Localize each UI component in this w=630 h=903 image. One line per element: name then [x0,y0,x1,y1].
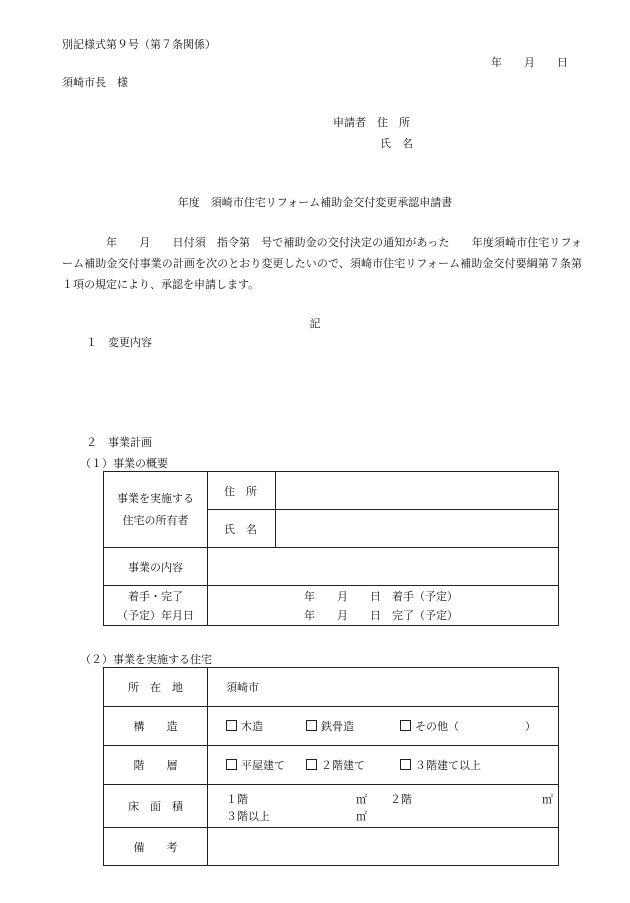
house-table [103,667,559,866]
structure-option-steel[interactable] [306,718,400,734]
checkbox-icon[interactable] [400,759,411,770]
date-line: 年 月 日 [491,56,568,69]
owner-address-field[interactable] [276,472,559,510]
ki-heading: 記 [309,317,321,330]
location-value: 須崎市 [226,681,259,694]
owner-name-field[interactable] [276,510,559,548]
document-title: 年度 須崎市住宅リフォーム補助金交付変更承認申請書 [177,196,453,209]
section-1-heading: １ 変更内容 [86,336,152,349]
owner-label-line-2: 住宅の所有者 [122,513,189,527]
structure-option-other[interactable] [400,720,536,733]
floor-2-unit: ㎡ [542,793,553,806]
checkbox-icon[interactable] [400,720,411,731]
dates-label-cell [104,586,208,626]
structure-label: 構 造 [104,707,208,746]
applicant-name-label: 氏 名 [380,137,413,150]
remarks-field[interactable] [208,828,559,866]
floor-area-grid [208,785,558,827]
subsection-2-heading: （２）事業を実施する住宅 [80,653,212,666]
structure-options [208,707,559,746]
floor-area-field[interactable] [208,785,559,828]
structure-option-wood-label: 木造 [241,720,263,733]
form-number: 別記様式第９号（第７条関係） [62,38,216,51]
owner-name-label: 氏 名 [208,510,276,548]
floor-1-label: １階 [226,793,248,806]
floors-label: 階 層 [104,746,208,785]
location-field[interactable] [208,668,559,707]
floor-area-label: 床 面 積 [104,785,208,828]
checkbox-icon[interactable] [226,720,237,731]
owner-address-label: 住 所 [208,472,276,510]
subsection-1-heading: （１）事業の概要 [80,457,168,470]
start-date-line: 年 月 日 着手（予定） [304,589,458,603]
floor-3-label: ３階以上 [226,810,270,823]
structure-option-wood[interactable] [226,718,306,734]
dates-field[interactable] [208,586,559,626]
floor-2-label: ２階 [390,793,412,806]
floors-option-3-label: ３階建て以上 [415,759,481,772]
owner-label-cell [104,472,208,548]
floors-option-1-label: 平屋建て [241,759,285,772]
floors-option-2[interactable] [306,757,400,773]
project-content-field[interactable] [208,548,559,586]
dates-label-line-1: 着手・完了 [128,589,183,603]
checkbox-icon[interactable] [306,720,317,731]
location-label: 所 在 地 [104,668,208,707]
remarks-label: 備 考 [104,828,208,866]
floors-option-2-label: ２階建て [321,759,365,772]
structure-option-other-label: その他（ ） [415,720,536,733]
floors-option-1[interactable] [226,757,306,773]
floors-options [208,746,559,785]
applicant-address-label: 申請者 住 所 [333,116,410,129]
addressee: 須崎市長 様 [62,76,128,89]
structure-option-steel-label: 鉄骨造 [321,720,354,733]
body-paragraph: 年 月 日付須 指令第 号で補助金の交付決定の通知があった 年度須崎市住宅リフォーム補助金交付事業の計画を次のとおり変更したいので、須崎市住宅リフォーム補助金交付要綱第７条第１項の規定により、承認を申請します。 [62,236,582,291]
end-date-line: 年 月 日 完了（予定） [304,608,458,622]
project-content-label: 事業の内容 [104,548,208,586]
owner-label-line-1: 事業を実施する [117,491,194,505]
floors-option-3[interactable] [400,759,481,772]
checkbox-icon[interactable] [306,759,317,770]
checkbox-icon[interactable] [226,759,237,770]
project-overview-table [103,471,559,626]
dates-label-line-2: （予定）年月日 [117,608,194,622]
floor-1-unit: ㎡ [356,793,367,806]
floor-3-unit: ㎡ [356,810,367,823]
section-2-heading: ２ 事業計画 [86,436,152,449]
